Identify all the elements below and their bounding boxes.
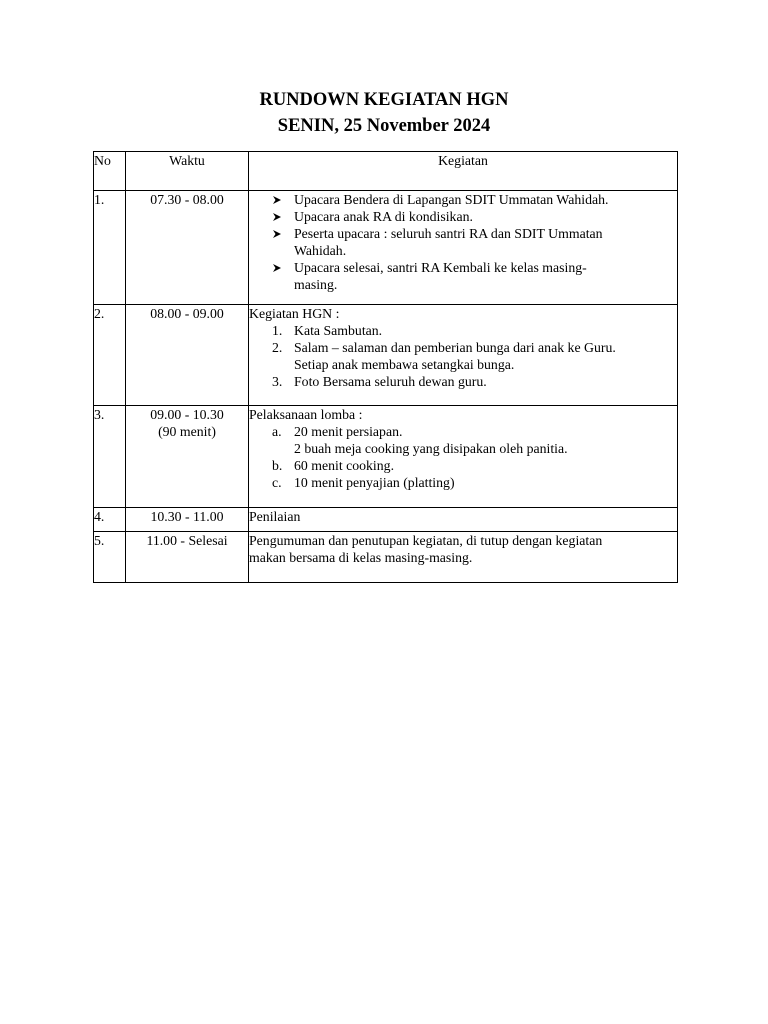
list-text: Foto Bersama seluruh dewan guru. xyxy=(294,374,487,389)
list-item-continuation xyxy=(249,440,677,457)
time-range: 09.00 - 10.30 xyxy=(150,407,224,422)
bullet-text: Upacara anak RA di kondisikan. xyxy=(294,209,473,224)
arrow-bullet-icon xyxy=(272,195,282,205)
row-activity xyxy=(249,406,678,508)
row-time: 10.30 - 11.00 xyxy=(126,508,249,532)
row-time: 11.00 - Selesai xyxy=(126,532,249,583)
list-text: Setiap anak membawa setangkai bunga. xyxy=(294,357,515,372)
row-activity xyxy=(249,508,678,532)
row-number: 5. xyxy=(94,532,126,583)
list-marker: a. xyxy=(272,424,282,439)
arrow-bullet-icon xyxy=(272,229,282,239)
arrow-bullet-icon xyxy=(272,263,282,273)
row-activity xyxy=(249,305,678,406)
activity-text-line: Pengumuman dan penutupan kegiatan, di tutup dengan kegiatan xyxy=(249,533,603,548)
header-time: Waktu xyxy=(126,152,249,191)
table-row xyxy=(94,532,678,583)
bullet-text: Upacara Bendera di Lapangan SDIT Ummatan Wahidah. xyxy=(294,192,609,207)
list-item xyxy=(249,225,677,242)
bullet-text: Upacara selesai, santri RA Kembali ke kelas masing- xyxy=(294,260,587,275)
rundown-table xyxy=(93,151,678,583)
header-no: No xyxy=(94,152,126,191)
list-item xyxy=(249,322,677,339)
list-item xyxy=(249,423,677,440)
list-text: 20 menit persiapan. xyxy=(294,424,403,439)
list-item-continuation xyxy=(249,276,677,293)
activity-intro: Pelaksanaan lomba : xyxy=(249,407,363,422)
document-subtitle-date: SENIN, 25 November 2024 xyxy=(277,116,491,136)
list-text: 2 buah meja cooking yang disipakan oleh panitia. xyxy=(294,441,568,456)
arrow-bullet-icon xyxy=(272,212,282,222)
list-item-continuation xyxy=(249,242,677,259)
row-activity xyxy=(249,532,678,583)
list-text: 10 menit penyajian (platting) xyxy=(294,475,455,490)
row-number: 4. xyxy=(94,508,126,532)
activity-text-line: makan bersama di kelas masing-masing. xyxy=(249,550,473,565)
bullet-text: Peserta upacara : seluruh santri RA dan SDIT Ummatan xyxy=(294,226,603,241)
document-title: RUNDOWN KEGIATAN HGN xyxy=(259,90,509,110)
table-header-row xyxy=(94,152,678,191)
list-text: Salam – salaman dan pemberian bunga dari anak ke Guru. xyxy=(294,340,616,355)
list-marker: 3. xyxy=(272,374,283,389)
row-number: 1. xyxy=(94,191,126,305)
list-item xyxy=(249,457,677,474)
activity-text: Penilaian xyxy=(249,509,301,524)
list-item-continuation xyxy=(249,356,677,373)
time-duration-note: (90 menit) xyxy=(158,424,216,439)
table-row xyxy=(94,406,678,508)
table-row xyxy=(94,191,678,305)
header-activity: Kegiatan xyxy=(249,152,678,191)
list-item xyxy=(249,474,677,491)
list-marker: 1. xyxy=(272,323,283,338)
list-marker: 2. xyxy=(272,340,283,355)
bullet-text: Wahidah. xyxy=(294,243,347,258)
list-item xyxy=(249,208,677,225)
row-time xyxy=(126,406,249,508)
row-time: 08.00 - 09.00 xyxy=(126,305,249,406)
lettered-list xyxy=(249,423,677,491)
bullet-text: masing. xyxy=(294,277,338,292)
list-item xyxy=(249,373,677,390)
table-row xyxy=(94,305,678,406)
table-row xyxy=(94,508,678,532)
list-text: 60 menit cooking. xyxy=(294,458,395,473)
row-activity xyxy=(249,191,678,305)
list-item xyxy=(249,339,677,356)
row-number: 3. xyxy=(94,406,126,508)
numbered-list xyxy=(249,322,677,390)
list-marker: b. xyxy=(272,458,283,473)
row-number: 2. xyxy=(94,305,126,406)
activity-intro: Kegiatan HGN : xyxy=(249,306,340,321)
row-time: 07.30 - 08.00 xyxy=(126,191,249,305)
bullet-list xyxy=(249,191,677,293)
list-item xyxy=(249,259,677,276)
list-text: Kata Sambutan. xyxy=(294,323,383,338)
list-marker: c. xyxy=(272,475,282,490)
list-item xyxy=(249,191,677,208)
